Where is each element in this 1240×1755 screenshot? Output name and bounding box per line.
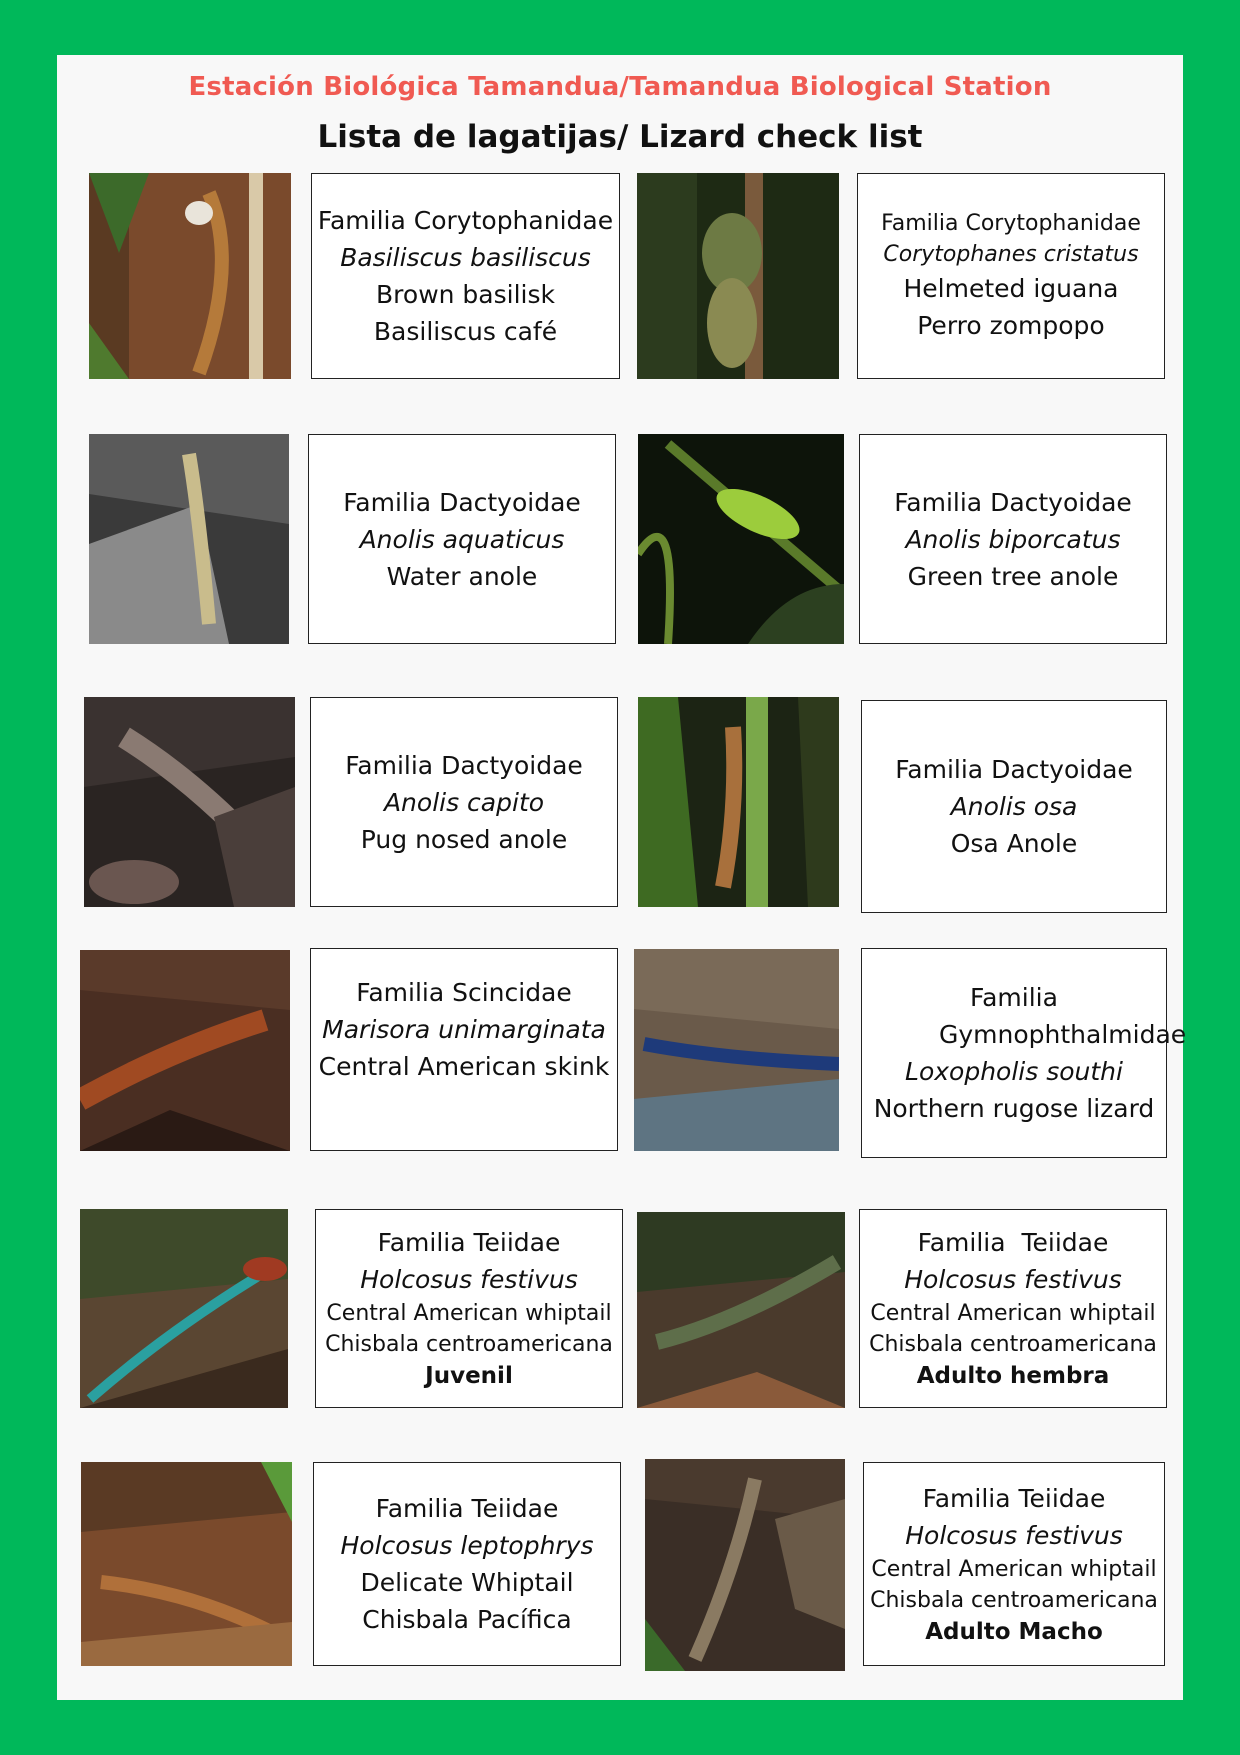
checklist-title: Lista de lagatijas/ Lizard check list	[317, 119, 923, 155]
card-common-name: Central American skink	[318, 1052, 610, 1081]
card-species: Holcosus leptophrys	[340, 1531, 594, 1560]
card-stage: Juvenil	[425, 1363, 513, 1389]
card-species: Holcosus festivus	[904, 1265, 1122, 1294]
species-card-2	[857, 173, 1165, 379]
card-common-name: Helmeted iguana	[903, 274, 1119, 303]
card-family: Familia Corytophanidae	[317, 206, 614, 235]
species-card-5	[310, 697, 618, 907]
card-family: Familia Dactyoidae	[895, 755, 1133, 784]
species-card-3	[308, 434, 616, 644]
card-family: Familia Scincidae	[356, 978, 572, 1007]
card-common-name: Central American whiptail	[326, 1301, 612, 1326]
card-family: Familia Dactyoidae	[343, 487, 581, 517]
card-family: Familia Dactyoidae	[894, 487, 1132, 517]
card-local-name: Chisbala centroamericana	[325, 1332, 613, 1357]
card-local-name: Perro zompopo	[917, 311, 1105, 340]
card-species: Holcosus festivus	[360, 1265, 578, 1294]
photo-delicate-whiptail	[81, 1462, 292, 1666]
card-common-name: Water anole	[386, 561, 538, 591]
photo-whiptail-adult-male	[645, 1459, 845, 1671]
species-card-7	[310, 948, 618, 1151]
card-family: Familia Teiidae	[917, 1228, 1109, 1257]
card-family: Familia Teiidae	[377, 1228, 561, 1257]
photo-central-american-skink	[80, 950, 290, 1151]
card-family: Familia Dactyoidae	[345, 750, 583, 780]
card-species: Anolis aquaticus	[359, 524, 565, 554]
photo-green-tree-anole	[638, 434, 844, 644]
photo-brown-basilisk	[89, 173, 291, 379]
card-family: Familia Gymnophthalmidae	[939, 983, 1187, 1049]
card-species: Holcosus festivus	[905, 1520, 1123, 1550]
photo-osa-anole	[638, 697, 839, 907]
station-title: Estación Biológica Tamandua/Tamandua Biological Station	[188, 72, 1052, 102]
card-common-name: Osa Anole	[950, 829, 1078, 858]
species-card-8	[861, 948, 1187, 1158]
card-local-name: Chisbala centroamericana	[870, 1587, 1158, 1613]
species-card-1	[311, 173, 620, 379]
photo-water-anole	[89, 434, 289, 644]
card-species: Basiliscus basiliscus	[340, 243, 591, 272]
card-common-name: Pug nosed anole	[360, 824, 568, 854]
card-species: Marisora unimarginata	[322, 1015, 606, 1044]
card-common-name: Central American whiptail	[871, 1556, 1157, 1582]
photo-northern-rugose-lizard	[634, 949, 839, 1151]
species-card-12	[863, 1462, 1165, 1666]
card-stage: Adulto hembra	[916, 1363, 1110, 1389]
card-local-name: Chisbala Pacífica	[362, 1605, 572, 1634]
photo-whiptail-adult-female	[637, 1212, 845, 1408]
card-common-name: Central American whiptail	[870, 1301, 1156, 1326]
card-local-name: Basiliscus café	[373, 317, 558, 346]
card-species: Anolis biporcatus	[905, 524, 1121, 554]
card-family: Familia Teiidae	[922, 1483, 1106, 1513]
species-card-11	[313, 1462, 621, 1666]
card-common-name: Green tree anole	[907, 561, 1119, 591]
card-family: Familia Teiidae	[375, 1494, 559, 1523]
card-common-name: Delicate Whiptail	[360, 1568, 574, 1597]
species-card-10	[859, 1209, 1167, 1408]
card-species: Loxopholis southi	[905, 1057, 1123, 1086]
card-species: Anolis osa	[950, 792, 1078, 821]
species-card-9	[315, 1209, 623, 1408]
card-common-name: Brown basilisk	[376, 280, 555, 309]
card-species: Corytophanes cristatus	[883, 242, 1139, 267]
card-species: Anolis capito	[383, 787, 545, 817]
card-stage: Adulto Macho	[925, 1618, 1103, 1645]
species-card-4	[859, 434, 1167, 644]
card-family: Familia Corytophanidae	[881, 211, 1141, 236]
photo-whiptail-juvenile	[80, 1209, 288, 1408]
card-common-name: Northern rugose lizard	[873, 1094, 1155, 1123]
photo-pug-nosed-anole	[84, 697, 295, 907]
photo-helmeted-iguana	[637, 173, 839, 379]
species-card-6	[861, 700, 1167, 913]
card-local-name: Chisbala centroamericana	[869, 1332, 1157, 1357]
